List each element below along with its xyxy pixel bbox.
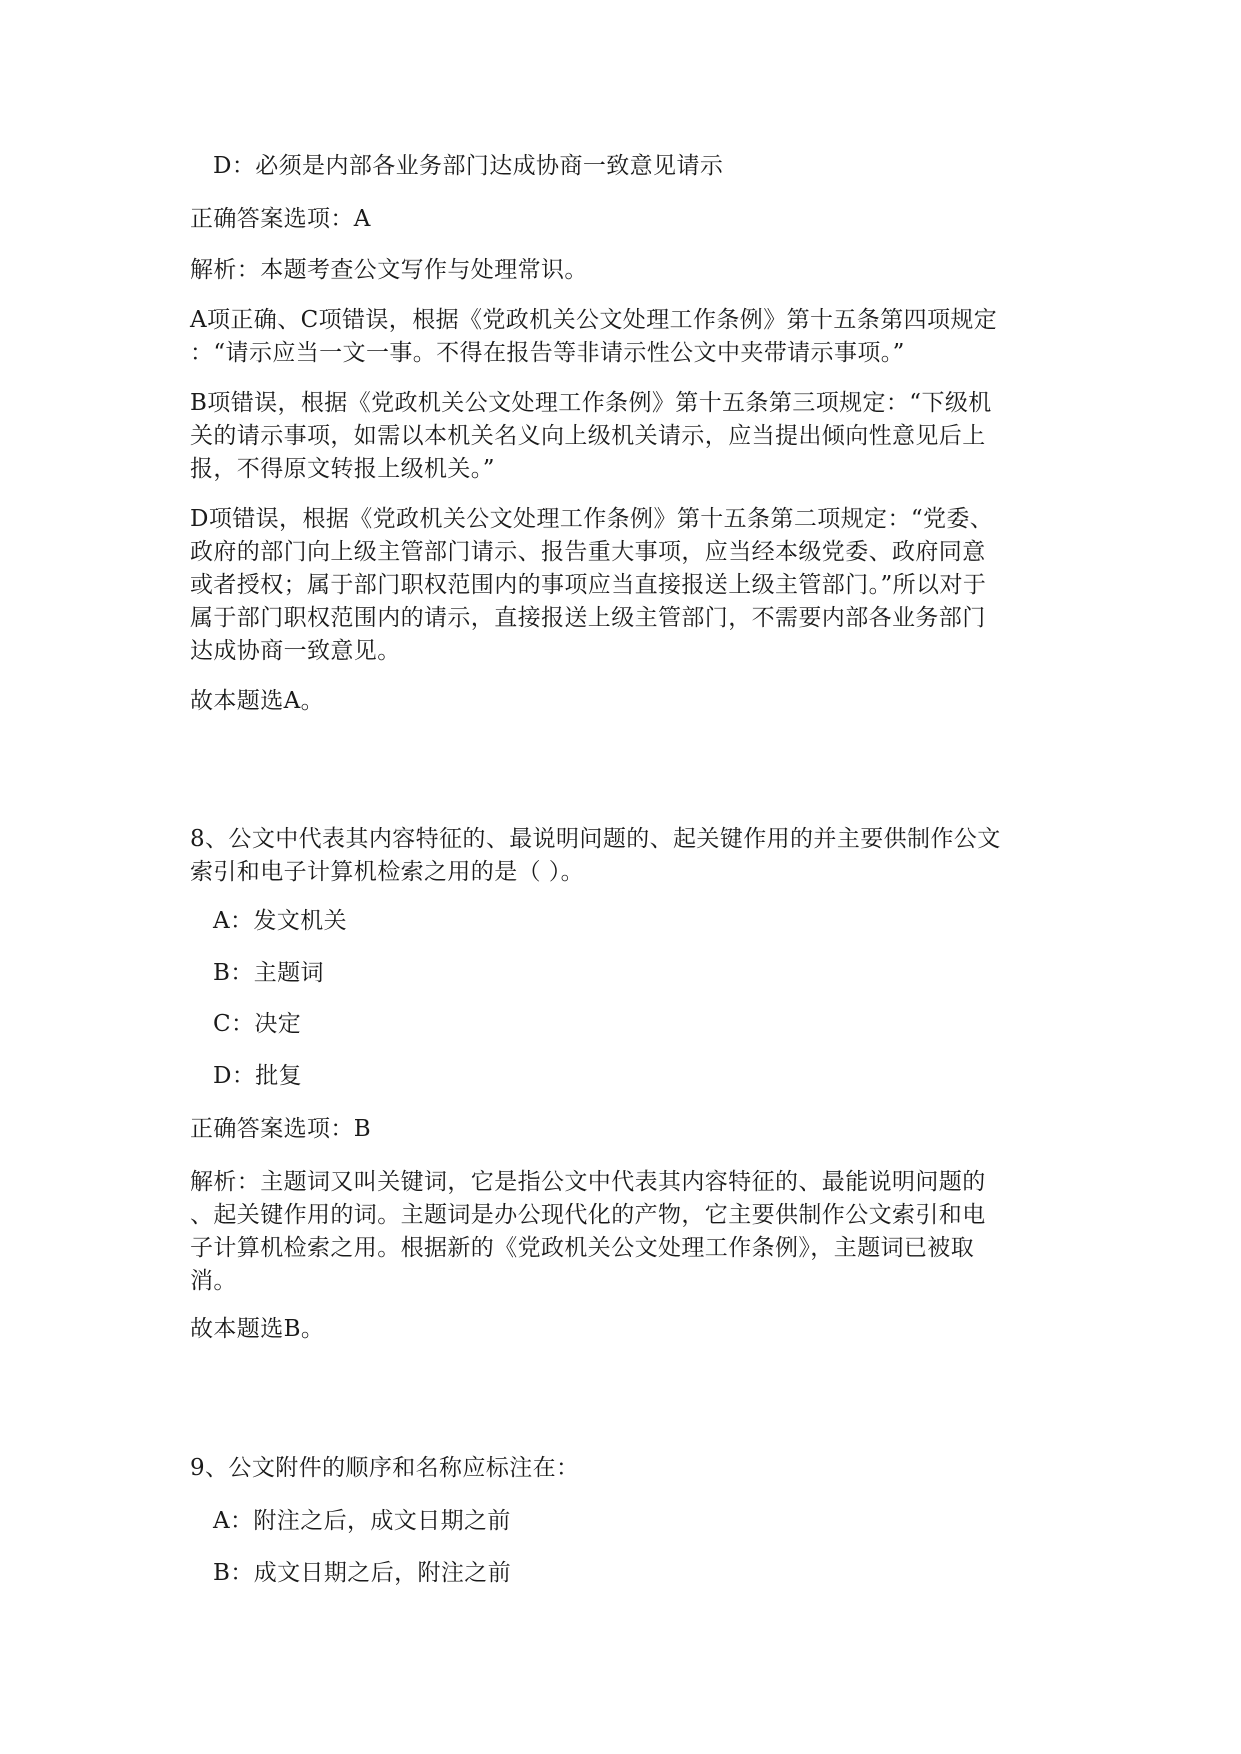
- text-line: 子计算机检索之用。根据新的《党政机关公文处理工作条例》，主题词已被取: [190, 1235, 975, 1261]
- q8-option-a: A：发文机关: [213, 908, 348, 934]
- text-line: ：“请示应当一文一事。不得在报告等非请示性公文中夹带请示事项。”: [190, 340, 905, 366]
- q9-option-a: A：附注之后，成文日期之前: [213, 1508, 511, 1534]
- q9-question: 9、公文附件的顺序和名称应标注在：: [190, 1455, 580, 1481]
- text-line: 达成协商一致意见。: [190, 638, 401, 664]
- q8-option-d: D：批复: [213, 1063, 303, 1089]
- text-line: 报，不得原文转报上级机关。”: [190, 456, 495, 482]
- text-line: 8、公文中代表其内容特征的、最说明问题的、起关键作用的并主要供制作公文: [190, 826, 1001, 852]
- q8-analysis: [190, 1166, 1060, 1298]
- text-line: 、起关键作用的词。主题词是办公现代化的产物，它主要供制作公文索引和电: [190, 1202, 986, 1228]
- text-line: 属于部门职权范围内的请示，直接报送上级主管部门，不需要内部各业务部门: [190, 605, 986, 631]
- text-line: 索引和电子计算机检索之用的是（ ）。: [190, 859, 585, 885]
- text-line: D项错误，根据《党政机关公文处理工作条例》第十五条第二项规定：“党委、: [190, 506, 994, 532]
- text-line: 解析：主题词又叫关键词，它是指公文中代表其内容特征的、最能说明问题的: [190, 1169, 986, 1195]
- q8-option-c: C：决定: [213, 1011, 302, 1037]
- text-line: 政府的部门向上级主管部门请示、报告重大事项，应当经本级党委、政府同意: [190, 539, 986, 565]
- q8-option-b: B：主题词: [213, 960, 324, 986]
- q8-question: [190, 823, 1060, 889]
- text-line: B项错误，根据《党政机关公文处理工作条例》第十五条第三项规定：“下级机: [190, 390, 992, 416]
- text-line: A项正确、C项错误，根据《党政机关公文处理工作条例》第十五条第四项规定: [190, 307, 998, 333]
- q9-option-b: B：成文日期之后，附注之前: [213, 1560, 512, 1586]
- text-line: 关的请示事项，如需以本机关名义向上级机关请示，应当提出倾向性意见后上: [190, 423, 986, 449]
- q8-conclusion: 故本题选B。: [190, 1316, 325, 1342]
- text-line: 消。: [190, 1268, 237, 1294]
- q7-analysis-b: [190, 387, 1060, 486]
- q7-analysis-intro: 解析：本题考查公文写作与处理常识。: [190, 257, 588, 283]
- q8-answer: 正确答案选项：B: [190, 1116, 372, 1142]
- q7-analysis-a: [190, 304, 1060, 370]
- q7-option-d: D：必须是内部各业务部门达成协商一致意见请示: [213, 153, 724, 179]
- q7-analysis-d: [190, 503, 1060, 668]
- text-line: 或者授权；属于部门职权范围内的事项应当直接报送上级主管部门。”所以对于: [190, 572, 987, 598]
- q7-conclusion: 故本题选A。: [190, 688, 325, 714]
- q7-answer: 正确答案选项：A: [190, 206, 371, 232]
